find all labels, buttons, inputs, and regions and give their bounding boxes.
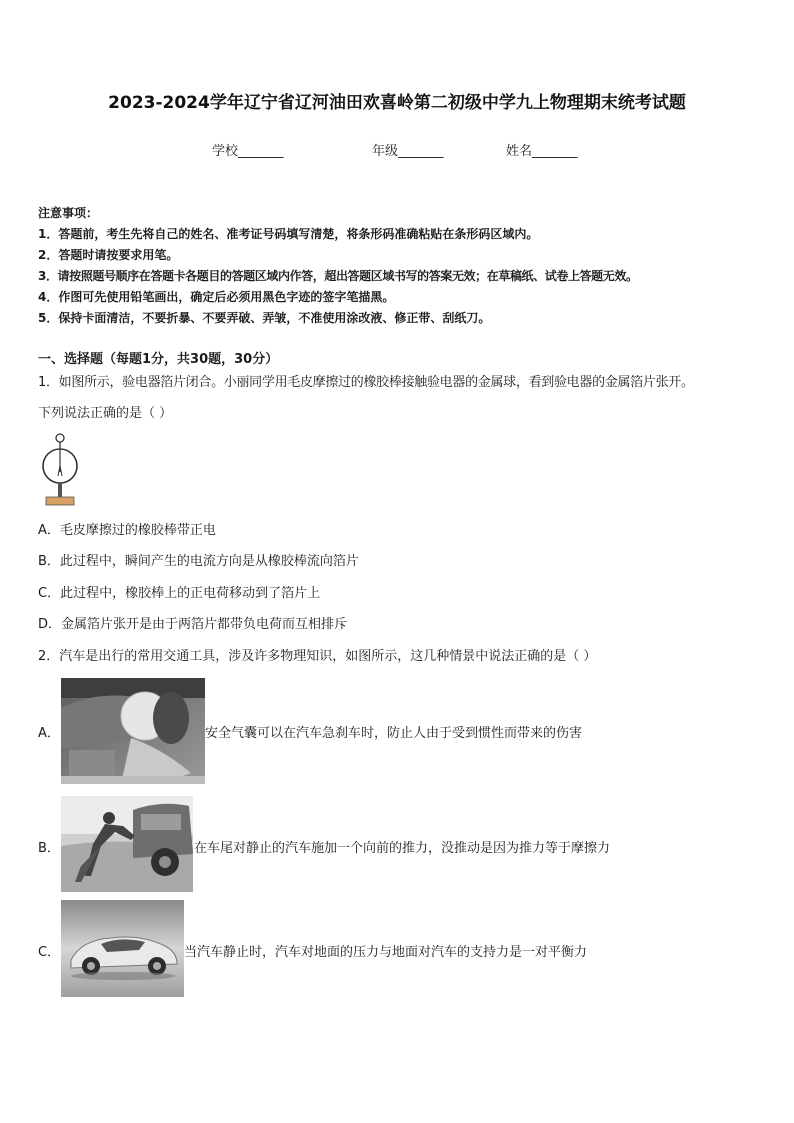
- electroscope-figure: [40, 432, 80, 510]
- note-item: 3．请按照题号顺序在答题卡各题目的答题区域内作答，超出答题区域书写的答案无效；在草稿纸、试卷上答题无效。: [38, 269, 638, 283]
- q2-option-c-label: C．: [38, 945, 61, 960]
- notes-block: [38, 203, 768, 329]
- push-car-photo: [61, 796, 193, 892]
- q1-option-a: A．毛皮摩擦过的橡胶棒带正电: [38, 523, 216, 538]
- page-title: 2023-2024学年辽宁省辽河油田欢喜岭第二初级中学九上物理期末统考试题: [108, 93, 686, 113]
- note-item: 1．答题前，考生先将自己的姓名、准考证号码填写清楚，将条形码准确粘贴在条形码区域内。: [38, 227, 539, 241]
- notes-heading: 注意事项：: [38, 206, 99, 220]
- section-heading: 一、选择题（每题1分，共30题，30分）: [38, 352, 279, 367]
- note-item: 2．答题时请按要求用笔。: [38, 248, 179, 262]
- q1-option-c: C．此过程中，橡胶棒上的正电荷移动到了箔片上: [38, 586, 321, 601]
- name-field: 姓名_______: [506, 144, 578, 159]
- note-item: 5．保持卡面清洁，不要折暴、不要弄破、弄皱，不准使用涂改液、修正带、刮纸刀。: [38, 311, 491, 325]
- q1-option-b: B．此过程中，瞬间产生的电流方向是从橡胶棒流向箔片: [38, 554, 359, 569]
- q1-stem-line2: 下列说法正确的是（ ）: [38, 406, 173, 421]
- q2-option-b-text: 在车尾对静止的汽车施加一个向前的推力，没推动是因为推力等于摩擦力: [194, 841, 611, 856]
- q2-stem: 2．汽车是出行的常用交通工具，涉及许多物理知识，如图所示，这几种情景中说法正确的是（ ）: [38, 649, 597, 664]
- q2-option-a-label: A．: [38, 726, 60, 741]
- q2-option-c-text: 当汽车静止时，汽车对地面的压力与地面对汽车的支持力是一对平衡力: [184, 945, 588, 960]
- q2-option-a-text: 安全气囊可以在汽车急刹车时，防止人由于受到惯性而带来的伤害: [205, 726, 583, 741]
- sports-car-photo: [61, 900, 184, 997]
- q1-stem-line1: 1．如图所示，验电器箔片闭合。小丽同学用毛皮摩擦过的橡胶棒接触验电器的金属球，看到验电器的金属箔片张开。: [38, 375, 694, 390]
- school-field: 学校_______: [212, 144, 284, 159]
- airbag-photo: [61, 678, 205, 784]
- grade-field: 年级_______: [372, 144, 444, 159]
- q1-option-d: D．金属箔片张开是由于两箔片都带负电荷而互相排斥: [38, 617, 348, 632]
- note-item: 4．作图可先使用铅笔画出，确定后必须用黑色字迹的签字笔描黑。: [38, 290, 395, 304]
- q2-option-b-label: B．: [38, 841, 60, 856]
